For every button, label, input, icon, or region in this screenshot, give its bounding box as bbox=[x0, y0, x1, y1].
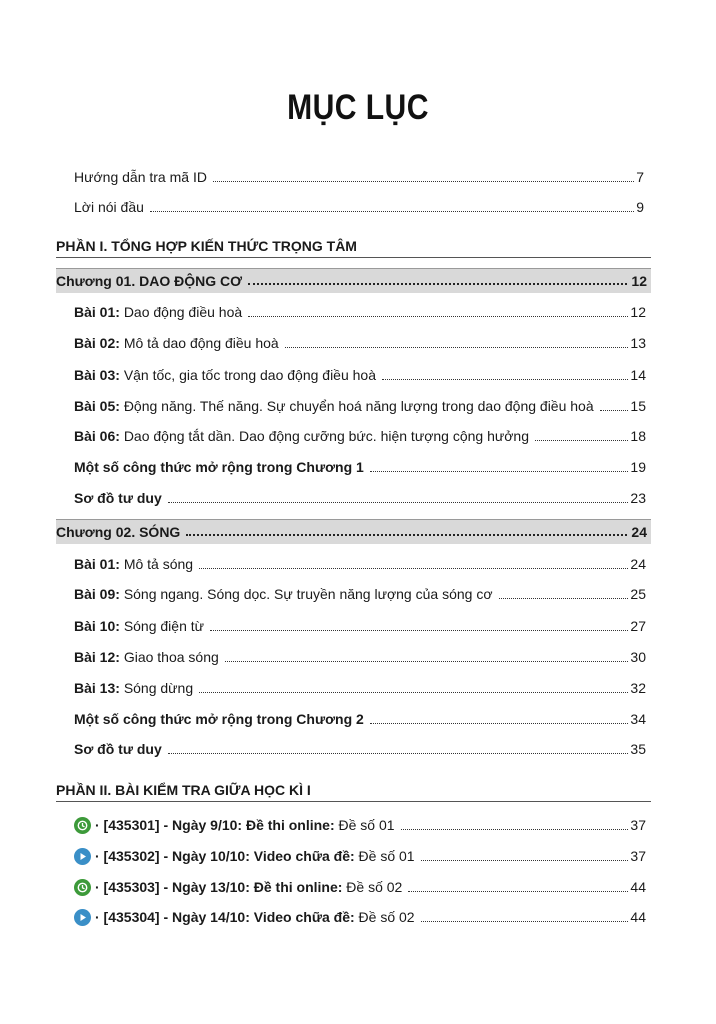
toc-lesson-entry[interactable] bbox=[74, 393, 646, 415]
lesson-label: Bài 09: bbox=[74, 586, 120, 602]
lesson-title: Động năng. Thế năng. Sự chuyển hoá năng lượng trong dao động điều hoà bbox=[123, 398, 594, 414]
page-number: 14 bbox=[630, 367, 646, 383]
dot-leader bbox=[168, 753, 629, 754]
exam-entry[interactable] bbox=[74, 874, 646, 896]
part-heading: PHẦN I. TỔNG HỢP KIẾN THỨC TRỌNG TÂM bbox=[56, 238, 651, 258]
part-heading: PHẦN II. BÀI KIỂM TRA GIỮA HỌC KÌ I bbox=[56, 782, 651, 802]
toc-lesson-entry[interactable] bbox=[74, 551, 646, 573]
exam-code: · [435302] - Ngày 10/10: Video chữa đề: bbox=[95, 848, 355, 864]
page-number: 19 bbox=[630, 459, 646, 475]
lesson-label: Bài 01: bbox=[74, 556, 120, 572]
toc-lesson-entry[interactable] bbox=[74, 581, 646, 603]
lesson-label: Bài 02: bbox=[74, 335, 120, 351]
page-number: 37 bbox=[630, 848, 646, 864]
toc-entry-id-guide[interactable] bbox=[74, 164, 644, 186]
lesson-label: Bài 12: bbox=[74, 649, 120, 665]
lesson-label: Bài 05: bbox=[74, 398, 120, 414]
dot-leader bbox=[370, 471, 629, 472]
page-number: 24 bbox=[631, 524, 647, 540]
dot-leader bbox=[248, 316, 628, 317]
lesson-label: Bài 10: bbox=[74, 618, 120, 634]
toc-mindmap-entry[interactable] bbox=[74, 736, 646, 758]
online-test-icon[interactable] bbox=[74, 879, 91, 896]
page-number: 18 bbox=[630, 428, 646, 444]
chapter-row[interactable] bbox=[56, 519, 651, 544]
entry-label: Một số công thức mở rộng trong Chương 1 bbox=[74, 459, 364, 475]
dot-leader bbox=[408, 891, 628, 892]
lesson-title: Dao động tắt dần. Dao động cưỡng bức. hiện tượng cộng hưởng bbox=[123, 428, 529, 444]
exam-code: · [435301] - Ngày 9/10: Đề thi online: bbox=[95, 817, 335, 833]
video-play-icon[interactable] bbox=[74, 909, 91, 926]
exam-code: · [435304] - Ngày 14/10: Video chữa đề: bbox=[95, 909, 355, 925]
page-number: 13 bbox=[630, 335, 646, 351]
dot-leader bbox=[421, 860, 629, 861]
page-number: 15 bbox=[630, 398, 646, 414]
exam-entry[interactable] bbox=[74, 812, 646, 834]
toc-lesson-entry[interactable] bbox=[74, 675, 646, 697]
page-number: 23 bbox=[630, 490, 646, 506]
lesson-label: Bài 13: bbox=[74, 680, 120, 696]
page-number: 7 bbox=[636, 169, 644, 185]
chapter-row[interactable] bbox=[56, 268, 651, 293]
page-number: 32 bbox=[630, 680, 646, 696]
page-number: 44 bbox=[630, 909, 646, 925]
dot-leader bbox=[199, 692, 628, 693]
page-number: 37 bbox=[630, 817, 646, 833]
lesson-title: Sóng dừng bbox=[123, 680, 194, 696]
toc-lesson-entry[interactable] bbox=[74, 644, 646, 666]
entry-label: Một số công thức mở rộng trong Chương 2 bbox=[74, 711, 364, 727]
exam-title: Đề số 01 bbox=[358, 848, 415, 864]
exam-code: · [435303] - Ngày 13/10: Đề thi online: bbox=[95, 879, 343, 895]
dot-leader bbox=[150, 211, 634, 212]
exam-entry[interactable] bbox=[74, 843, 646, 865]
page-number: 35 bbox=[630, 741, 646, 757]
toc-mindmap-entry[interactable] bbox=[74, 485, 646, 507]
page-number: 24 bbox=[630, 556, 646, 572]
dot-leader bbox=[285, 347, 629, 348]
dot-leader bbox=[210, 630, 628, 631]
dot-leader bbox=[600, 410, 629, 411]
lesson-title: Sóng điện từ bbox=[123, 618, 205, 634]
lesson-title: Dao động điều hoà bbox=[123, 304, 243, 320]
dot-leader bbox=[382, 379, 628, 380]
toc-entry-text: Hướng dẫn tra mã ID bbox=[74, 169, 207, 185]
dot-leader bbox=[248, 283, 627, 285]
toc-lesson-entry[interactable] bbox=[74, 613, 646, 635]
lesson-title: Sóng ngang. Sóng dọc. Sự truyền năng lượng của sóng cơ bbox=[123, 586, 493, 602]
lesson-label: Bài 01: bbox=[74, 304, 120, 320]
chapter-title: Chương 02. SÓNG bbox=[56, 524, 181, 540]
entry-label: Sơ đồ tư duy bbox=[74, 490, 162, 506]
video-play-icon[interactable] bbox=[74, 848, 91, 865]
dot-leader bbox=[499, 598, 629, 599]
lesson-title: Mô tả dao động điều hoà bbox=[123, 335, 279, 351]
exam-title: Đề số 02 bbox=[358, 909, 415, 925]
dot-leader bbox=[401, 829, 629, 830]
exam-entry[interactable] bbox=[74, 904, 646, 926]
page-number: 12 bbox=[630, 304, 646, 320]
lesson-title: Giao thoa sóng bbox=[123, 649, 219, 665]
dot-leader bbox=[168, 502, 629, 503]
page-number: 44 bbox=[630, 879, 646, 895]
lesson-label: Bài 03: bbox=[74, 367, 120, 383]
entry-label: Sơ đồ tư duy bbox=[74, 741, 162, 757]
toc-entry-text: Lời nói đầu bbox=[74, 199, 144, 215]
toc-formula-entry[interactable] bbox=[74, 706, 646, 728]
page-number: 34 bbox=[630, 711, 646, 727]
page-number: 27 bbox=[630, 618, 646, 634]
lesson-title: Mô tả sóng bbox=[123, 556, 194, 572]
dot-leader bbox=[186, 534, 627, 536]
toc-lesson-entry[interactable] bbox=[74, 330, 646, 352]
toc-lesson-entry[interactable] bbox=[74, 423, 646, 445]
dot-leader bbox=[370, 723, 629, 724]
lesson-label: Bài 06: bbox=[74, 428, 120, 444]
toc-entry-foreword[interactable] bbox=[74, 194, 644, 216]
dot-leader bbox=[213, 181, 634, 182]
dot-leader bbox=[199, 568, 628, 569]
exam-title: Đề số 02 bbox=[346, 879, 403, 895]
toc-lesson-entry[interactable] bbox=[74, 362, 646, 384]
page-number: 9 bbox=[636, 199, 644, 215]
online-test-icon[interactable] bbox=[74, 817, 91, 834]
dot-leader bbox=[421, 921, 629, 922]
toc-lesson-entry[interactable] bbox=[74, 299, 646, 321]
page-number: 12 bbox=[631, 273, 647, 289]
chapter-title: Chương 01. DAO ĐỘNG CƠ bbox=[56, 273, 243, 289]
toc-formula-entry[interactable] bbox=[74, 454, 646, 476]
dot-leader bbox=[225, 661, 629, 662]
exam-title: Đề số 01 bbox=[338, 817, 395, 833]
page-number: 30 bbox=[630, 649, 646, 665]
dot-leader bbox=[535, 440, 628, 441]
page-number: 25 bbox=[630, 586, 646, 602]
page-title: MỤC LỤC bbox=[287, 88, 429, 127]
lesson-title: Vận tốc, gia tốc trong dao động điều hoà bbox=[123, 367, 377, 383]
